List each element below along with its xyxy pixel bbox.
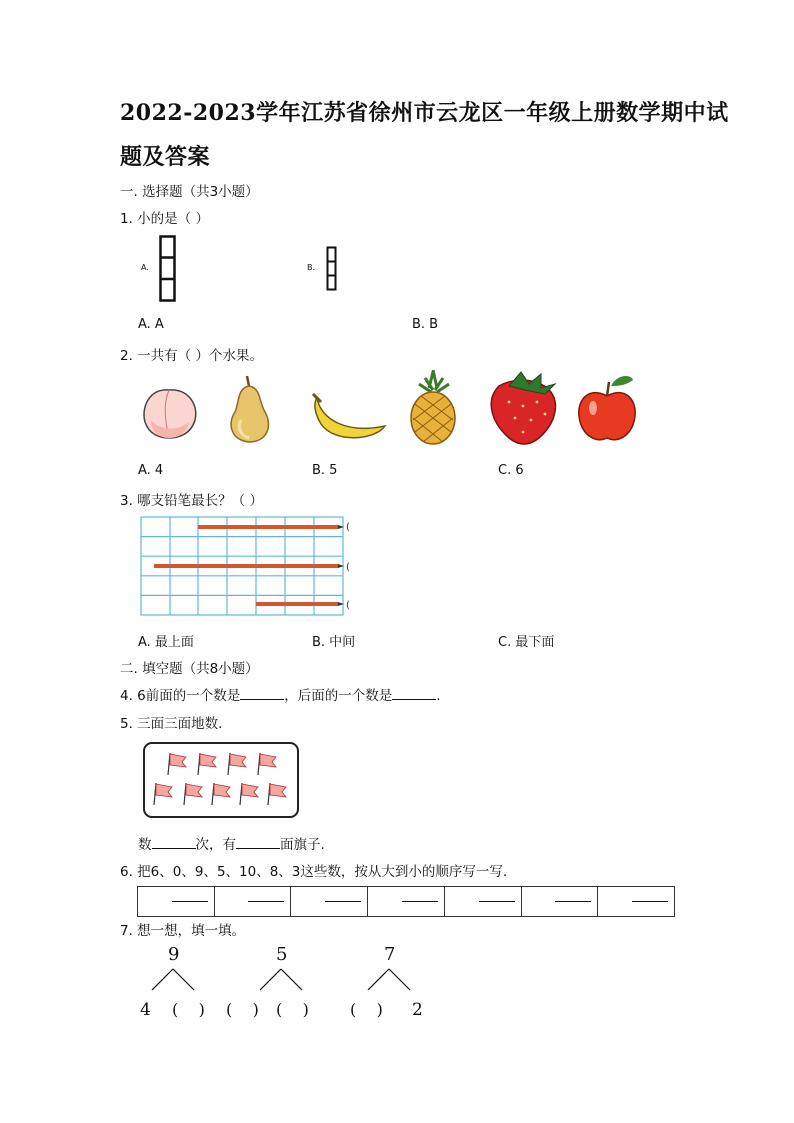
tall-rectangle-a — [159, 235, 177, 303]
question-7-text: 7. 想一想，填一填。 — [120, 923, 246, 939]
short-rectangle-b — [326, 246, 338, 292]
fruits-image — [137, 368, 649, 452]
q3-option-c: C. 最下面 — [498, 635, 555, 650]
q2-option-b: B. 5 — [312, 463, 338, 478]
question-3-text: 3. 哪支铅笔最长？（ ） — [120, 493, 263, 509]
q6-cell[interactable] — [214, 887, 291, 917]
q6-cell[interactable] — [291, 887, 368, 917]
q5-blank-1[interactable] — [152, 836, 196, 849]
pencil-middle — [154, 564, 344, 568]
q3-option-a: A. 最上面 — [138, 635, 194, 650]
q6-cell[interactable] — [598, 887, 675, 917]
q1-label-b: B. — [307, 263, 316, 272]
q5-blank-2[interactable] — [236, 836, 280, 849]
pineapple-icon — [411, 370, 455, 444]
page-title-line1: 2022-2023学年江苏省徐州市云龙区一年级上册数学期中试 — [120, 100, 729, 126]
section1-heading: 一. 选择题（共3小题） — [120, 184, 259, 200]
split-tree-2: 5 ( ) ( ) — [226, 944, 309, 1019]
svg-text:(: ( — [346, 600, 350, 611]
q6-cell[interactable] — [521, 887, 598, 917]
q6-cell[interactable] — [138, 887, 215, 917]
banana-icon — [313, 394, 385, 438]
split-tree-3: 7 ( ) 2 — [350, 944, 423, 1020]
number-split-trees — [136, 942, 428, 1024]
question-6-text: 6. 把6、0、9、5、10、8、3这些数，按从大到小的顺序写一写. — [120, 864, 508, 880]
svg-text:(: ( — [346, 522, 350, 533]
question-5-answer: 数 次，有 面旗子. — [138, 837, 325, 853]
question-2-text: 2. 一共有（ ）个水果。 — [120, 348, 263, 364]
split-tree-1: 9 4 ( ) — [140, 944, 205, 1020]
pear-icon — [231, 376, 268, 442]
question-5-text: 5. 三面三面地数. — [120, 716, 223, 732]
q4-blank-2[interactable] — [392, 687, 436, 700]
pencil-top — [198, 525, 344, 529]
q2-option-a: A. 4 — [138, 463, 164, 478]
q6-cell[interactable] — [444, 887, 521, 917]
q1-rectangles-image — [137, 232, 347, 304]
question-1-text: 1. 小的是（ ） — [120, 211, 209, 227]
q6-cell[interactable] — [368, 887, 445, 917]
q1-option-b: B. B — [412, 317, 439, 332]
q2-option-c: C. 6 — [498, 463, 524, 478]
q6-answer-table — [137, 886, 675, 917]
flags-image — [142, 741, 300, 819]
question-4-text: 4. 6前面的一个数是 ，后面的一个数是 . — [120, 688, 441, 704]
apple-icon — [579, 376, 635, 440]
svg-text:(: ( — [346, 562, 350, 573]
strawberry-icon — [491, 372, 555, 444]
pencils-grid-image — [140, 516, 354, 618]
page-title-line2: 题及答案 — [120, 144, 211, 170]
pencil-bottom — [256, 602, 344, 606]
section2-heading: 二. 填空题（共8小题） — [120, 661, 259, 677]
peach-icon — [144, 390, 196, 438]
q3-option-b: B. 中间 — [312, 635, 356, 650]
q4-blank-1[interactable] — [240, 687, 284, 700]
q1-option-a: A. A — [138, 317, 164, 332]
q1-label-a: A. — [141, 263, 149, 272]
